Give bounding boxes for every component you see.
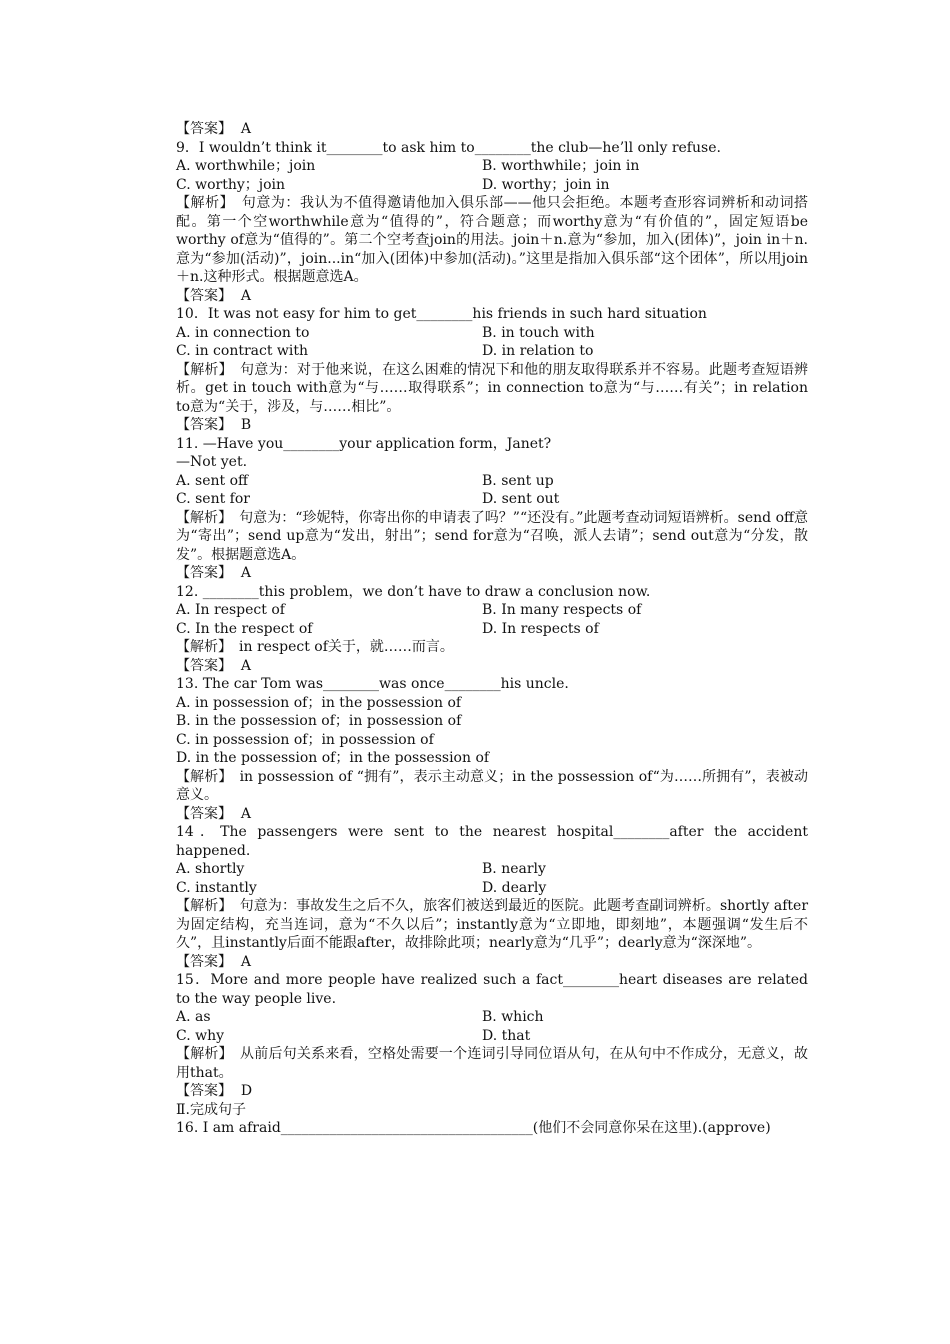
answer-line: 【答案】 A [176,121,252,137]
reply-line: —Not yet. [176,454,248,470]
options-row: C. why D. that [176,1027,531,1044]
document-page [144,120,808,1138]
option-line: C. in possession of；in possession of [176,731,434,748]
analysis-paragraph: 【解析】 in possession of “拥有”，表示主动意义；in the possession of“为……所拥有”，表被动意义。 [176,768,809,803]
options-row: C. worthy；join D. worthy；join in [176,176,610,193]
options-row: A. sent off B. sent up [176,472,554,489]
question-10: 10．It was not easy for him to get________his friends in such hard situation [176,306,707,322]
analysis-paragraph: 【解析】 句意为：“珍妮特，你寄出你的申请表了吗？”“还没有。”此题考查动词短语辨析。send off意为“寄出”；send up意为“发出，射出”；send for意为“召唤，派人去请”；send out意为“分发，散发”。根据题意选A。 [176,509,809,563]
answer-line: 【答案】 A [176,565,252,581]
options-row: A. in connection to B. in touch with [176,324,595,341]
answer-line: 【答案】 A [176,805,252,822]
answer-line: 【答案】 B [176,417,252,433]
question-11: 11. —Have you________your application form，Janet? [176,435,552,452]
answer-line: 【答案】 A [176,953,252,970]
option-line: A. in possession of；in the possession of [176,694,462,711]
option-line: D. in the possession of；in the possession of [176,750,490,766]
analysis-paragraph: 【解析】 从前后句关系来看，空格处需要一个连词引导同位语从句，在从句中不作成分，无意义，故用that。 [176,1046,809,1081]
options-row: C. sent for D. sent out [176,491,560,507]
analysis-paragraph: 【解析】 句意为：我认为不值得邀请他加入俱乐部——他只会拒绝。本题考查形容词辨析和动词搭配。第一个空worthwhile意为“值得的”，符合题意；而worthy意为“有价值的”，固定短语be worthy of意为“值得的”。第二个空考查join的用法。join＋n.意为“参加，加入(团体)”，join in＋n.意为“参加(活动)”，join...in“加入(团体)中参加(活动)。”这里是指加入俱乐部“这个团体”，所以用join＋n.这种形式。根据题意选A。 [176,195,809,285]
section-heading: Ⅱ.完成句子 [176,1101,246,1118]
answer-line: 【答案】 D [176,1083,253,1099]
options-row: C. In the respect of D. In respects of [176,620,599,637]
analysis-paragraph: 【解析】 句意为：事故发生之后不久，旅客们被送到最近的医院。此题考查副词辨析。shortly after为固定结构，充当连词，意为“不久以后”；instantly意为“立即地，即刻地”，本题强调“发生后不久”，且instantly后面不能跟after，故排除此项；nearly意为“几乎”；dearly意为“深深地”。 [176,898,809,951]
question-16: 16. I am afraid____________________________________(他们不会同意你呆在这里).(approve) [176,1120,771,1136]
analysis-paragraph: 【解析】 in respect of关于，就……而言。 [176,639,454,655]
question-13: 13. The car Tom was________was once________his uncle. [176,676,569,692]
option-line: B. in the possession of；in possession of [176,713,462,729]
options-row: A. as B. which [176,1009,544,1025]
answer-line: 【答案】 A [176,657,252,674]
question-12: 12. ________this problem，we don’t have to draw a conclusion now. [176,583,651,600]
question-15: 15．More and more people have realized such a fact________heart diseases are related to the way people live. [176,972,808,1007]
options-row: C. in contract with D. in relation to [176,343,594,359]
question-14: 14．The passengers were sent to the nearest hospital________after the accident happened. [176,824,808,859]
options-row: A. worthwhile；join B. worthwhile；join in [176,158,640,174]
answer-line: 【答案】 A [176,287,252,304]
question-9: 9．I wouldn’t think it________to ask him to________the club—he’ll only refuse. [176,139,721,156]
options-row: A. shortly B. nearly [176,861,546,877]
options-row: C. instantly D. dearly [176,879,547,896]
analysis-paragraph: 【解析】 句意为：对于他来说，在这么困难的情况下和他的朋友取得联系并不容易。此题考查短语辨析。get in touch with意为“与……取得联系”；in connection to意为“与……有关”；in relation to意为“关于，涉及，与……相比”。 [176,361,809,415]
options-row: A. In respect of B. In many respects of [176,602,642,618]
